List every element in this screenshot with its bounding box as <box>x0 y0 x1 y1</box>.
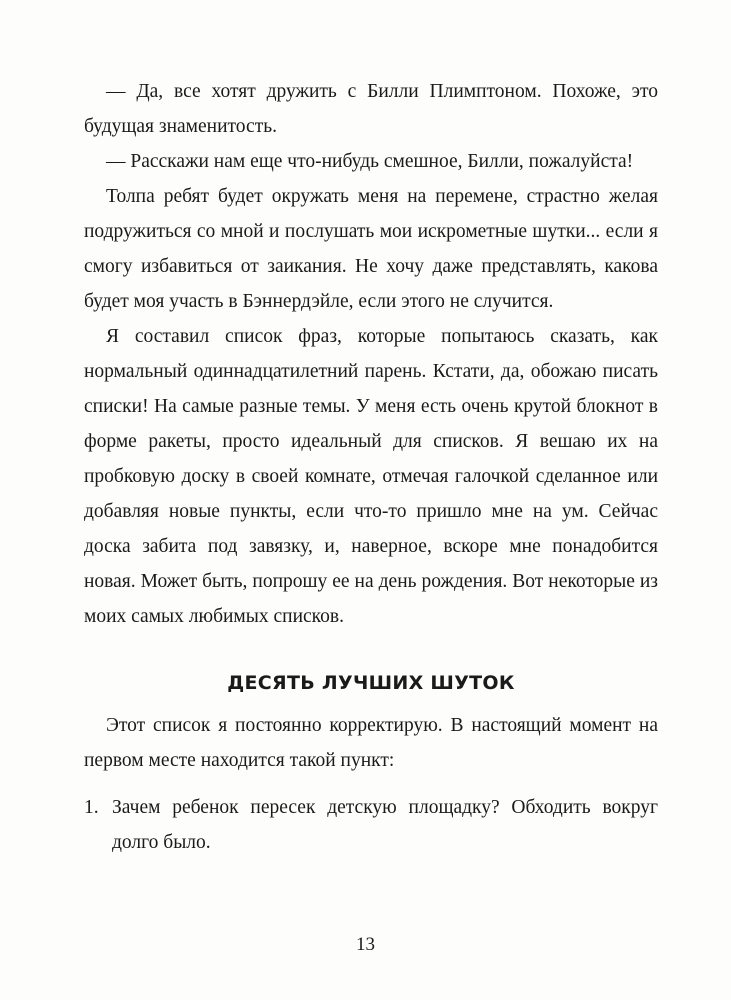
list-item-text: Зачем ребенок пересек детскую площадку? Обходить вокруг долго было. <box>112 797 658 853</box>
jokes-list <box>84 790 658 860</box>
paragraph-dialogue-2: — Расскажи нам еще что-нибудь смешное, Билли, пожалуйста! <box>106 151 634 172</box>
list-item-number: 1. <box>84 797 99 818</box>
page-body <box>84 74 658 860</box>
paragraph-lists: Я составил список фраз, которые попытаюсь сказать, как нормальный одиннадцатилетний парень. Кстати, да, обожаю писать списки! На самые разные темы. У меня есть очень крутой блокнот в форме ракеты, просто идеальный для списков. Я вешаю их на пробковую доску в своей комнате, отмечая галочкой сделанное или добавляя новые пункты, если что-то пришло мне на ум. Сейчас доска забита под завязку, и, наверное, вскоре мне понадобится новая. Может быть, попрошу ее на день рождения. Вот некоторые из моих самых любимых списков. <box>84 326 658 627</box>
section-intro: Этот список я постоянно корректирую. В настоящий момент на первом месте находится такой пункт: <box>84 715 658 771</box>
section-heading: ДЕСЯТЬ ЛУЧШИХ ШУТОК <box>227 672 515 694</box>
paragraph-crowd: Толпа ребят будет окружать меня на перемене, страстно желая подружиться со мной и послушать мои искрометные шутки... если я смогу избавиться от заикания. Не хочу даже представлять, какова будет моя участь в Бэннердэйле, если этого не случится. <box>84 186 658 312</box>
page-number: 13 <box>356 934 375 955</box>
list-item <box>84 790 658 860</box>
paragraph-dialogue-1: — Да, все хотят дружить с Билли Плимптоном. Похоже, это будущая знаменитость. <box>84 81 658 137</box>
